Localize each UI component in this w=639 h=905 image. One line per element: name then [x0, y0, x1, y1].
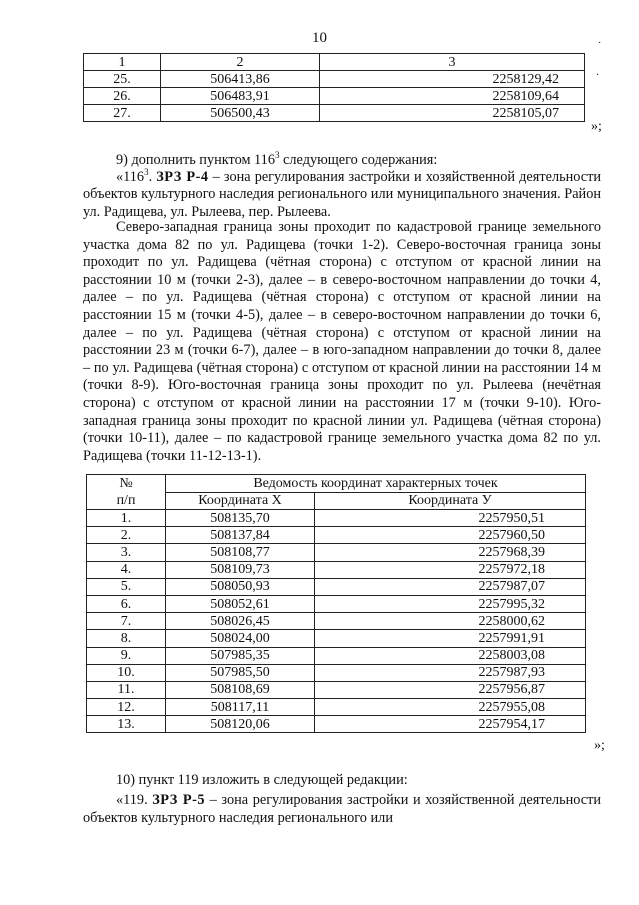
row-number: 13.: [87, 716, 166, 733]
table-row: [87, 647, 586, 664]
coord-x: 508109,73: [166, 561, 315, 578]
zone-title: ЗРЗ Р-4: [156, 168, 209, 185]
item-number: «116: [116, 168, 145, 185]
num-sign: №: [119, 476, 133, 491]
intro-text: следующего содержания:: [279, 151, 438, 168]
item10-zone-paragraph: [83, 792, 601, 827]
item10-intro: 10) пункт 119 изложить в следующей редакции:: [116, 772, 408, 788]
coord-y: 2257987,93: [315, 664, 586, 681]
item-number: «119.: [116, 792, 153, 808]
coord-x: 507985,35: [166, 647, 315, 664]
row-number: 5.: [87, 578, 166, 595]
row-number: 3.: [87, 544, 166, 561]
zone-description: – зона регулирования застройки и хозяйственной деятельности объектов культурного наследия регионального или муниципального значения. Район ул. Радищева, ул. Рылеева, пер. Рылеева.: [83, 168, 601, 220]
coord-y: 2258129,42: [320, 71, 585, 88]
quote-close: »;: [594, 738, 605, 753]
row-number: 26.: [84, 88, 161, 105]
scan-speck: ·: [598, 38, 602, 49]
coord-x: 508108,77: [166, 544, 315, 561]
coord-x: 508117,11: [166, 699, 315, 716]
coord-x: 506413,86: [161, 71, 320, 88]
row-number: 27.: [84, 105, 161, 122]
table-row: [84, 88, 585, 105]
coord-x: 508052,61: [166, 595, 315, 612]
header-cell: 3: [320, 54, 585, 71]
y-header: Координата У: [315, 492, 586, 510]
table-title: Ведомость координат характерных точек: [166, 475, 586, 493]
table-body: [87, 510, 586, 733]
table-row: [87, 630, 586, 647]
coord-x: 508050,93: [166, 578, 315, 595]
table-row: [87, 527, 586, 544]
item9-zone-paragraph: [83, 164, 601, 222]
table-header-row: [84, 54, 585, 71]
intro-text: 9) дополнить пунктом 116: [116, 151, 275, 168]
num-header: [87, 475, 166, 510]
header-cell: 2: [161, 54, 320, 71]
table-row: [87, 681, 586, 698]
coord-y: 2258003,08: [315, 647, 586, 664]
boundary-paragraph: Северо-западная граница зоны проходит по кадастровой границе земельного участка дома 82 по ул. Радищева (точки 1-2). Северо-восточная граница зоны проходит по ул. Радищева (чётная сторона) с отступом от красной линии на расстоянии 10 м (точки 2-3), далее – в северо-восточном направлении до точки 4, далее – по ул. Радищева (чётная сторона) с отступом от красной линии на расстоянии 15 м (точки 4-5), далее – в северо-восточном направлении до точки 6, далее – по ул. Радищева (чётная сторона) с отступом от красной линии на расстоянии 23 м (точки 6-7), далее – в юго-западном направлении до точки 8, далее – по ул. Радищева (чётная сторона) с отступом от красной линии на расстоянии 14 м (точки 8-9). Юго-восточная граница зоны проходит по ул. Рылеева (нечётная сторона) с отступом от красной линии на расстоянии 17 м (точки 9-10). Юго-западная граница зоны проходит по красной линии ул. Радищева (чётная сторона) (точки 10-11), далее – по кадастровой границе земельного участка дома 82 по ул. Радищева (точки 11-12-13-1).: [83, 219, 601, 464]
table-row: [87, 613, 586, 630]
coord-x: 508108,69: [166, 681, 315, 698]
table-row: [87, 716, 586, 733]
scan-speck: ·: [596, 70, 600, 81]
coord-y: 2257950,51: [315, 510, 586, 527]
coordinates-table-continued: [83, 53, 585, 122]
row-number: 12.: [87, 699, 166, 716]
coord-x: 508137,84: [166, 527, 315, 544]
coord-x: 508026,45: [166, 613, 315, 630]
coord-x: 508135,70: [166, 510, 315, 527]
row-number: 1.: [87, 510, 166, 527]
table-row: [87, 510, 586, 527]
table-row: [84, 71, 585, 88]
table-row: [87, 578, 586, 595]
row-number: 9.: [87, 647, 166, 664]
coord-x: 507985,50: [166, 664, 315, 681]
coord-x: 508024,00: [166, 630, 315, 647]
coord-y: 2258000,62: [315, 613, 586, 630]
coord-y: 2257972,18: [315, 561, 586, 578]
row-number: 10.: [87, 664, 166, 681]
coord-y: 2257968,39: [315, 544, 586, 561]
item-dot: .: [148, 168, 157, 185]
quote-close: »;: [591, 119, 602, 134]
coord-y: 2257987,07: [315, 578, 586, 595]
table-row: [87, 544, 586, 561]
table-row: [87, 664, 586, 681]
row-number: 2.: [87, 527, 166, 544]
zone-title: ЗРЗ Р-5: [152, 792, 206, 808]
coord-x: 506483,91: [161, 88, 320, 105]
zone-description: – зона регулирования застройки и хозяйственной деятельности объектов культурного наследия регионального или: [83, 792, 602, 826]
superscript: 3: [144, 167, 149, 177]
x-header: Координата X: [166, 492, 315, 510]
table-row: [87, 595, 586, 612]
row-number: 25.: [84, 71, 161, 88]
superscript: 3: [274, 150, 280, 160]
row-number: 11.: [87, 681, 166, 698]
coordinates-table: [86, 474, 586, 733]
coord-y: 2258105,07: [320, 105, 585, 122]
coord-y: 2257991,91: [315, 630, 586, 647]
row-number: 8.: [87, 630, 166, 647]
coord-y: 2257955,08: [315, 699, 586, 716]
table-row: [87, 699, 586, 716]
row-number: 4.: [87, 561, 166, 578]
row-number: 6.: [87, 595, 166, 612]
coord-y: 2257960,50: [315, 527, 586, 544]
coord-x: 508120,06: [166, 716, 315, 733]
coord-x: 506500,43: [161, 105, 320, 122]
table-row: [84, 105, 585, 122]
coord-y: 2257956,87: [315, 681, 586, 698]
coord-y: 2257995,32: [315, 595, 586, 612]
table-header-row: [87, 475, 586, 493]
page-number: 10: [312, 30, 327, 46]
coord-y: 2257954,17: [315, 716, 586, 733]
num-label: п/п: [116, 493, 136, 508]
coord-y: 2258109,64: [320, 88, 585, 105]
table-row: [87, 561, 586, 578]
header-cell: 1: [84, 54, 161, 71]
row-number: 7.: [87, 613, 166, 630]
